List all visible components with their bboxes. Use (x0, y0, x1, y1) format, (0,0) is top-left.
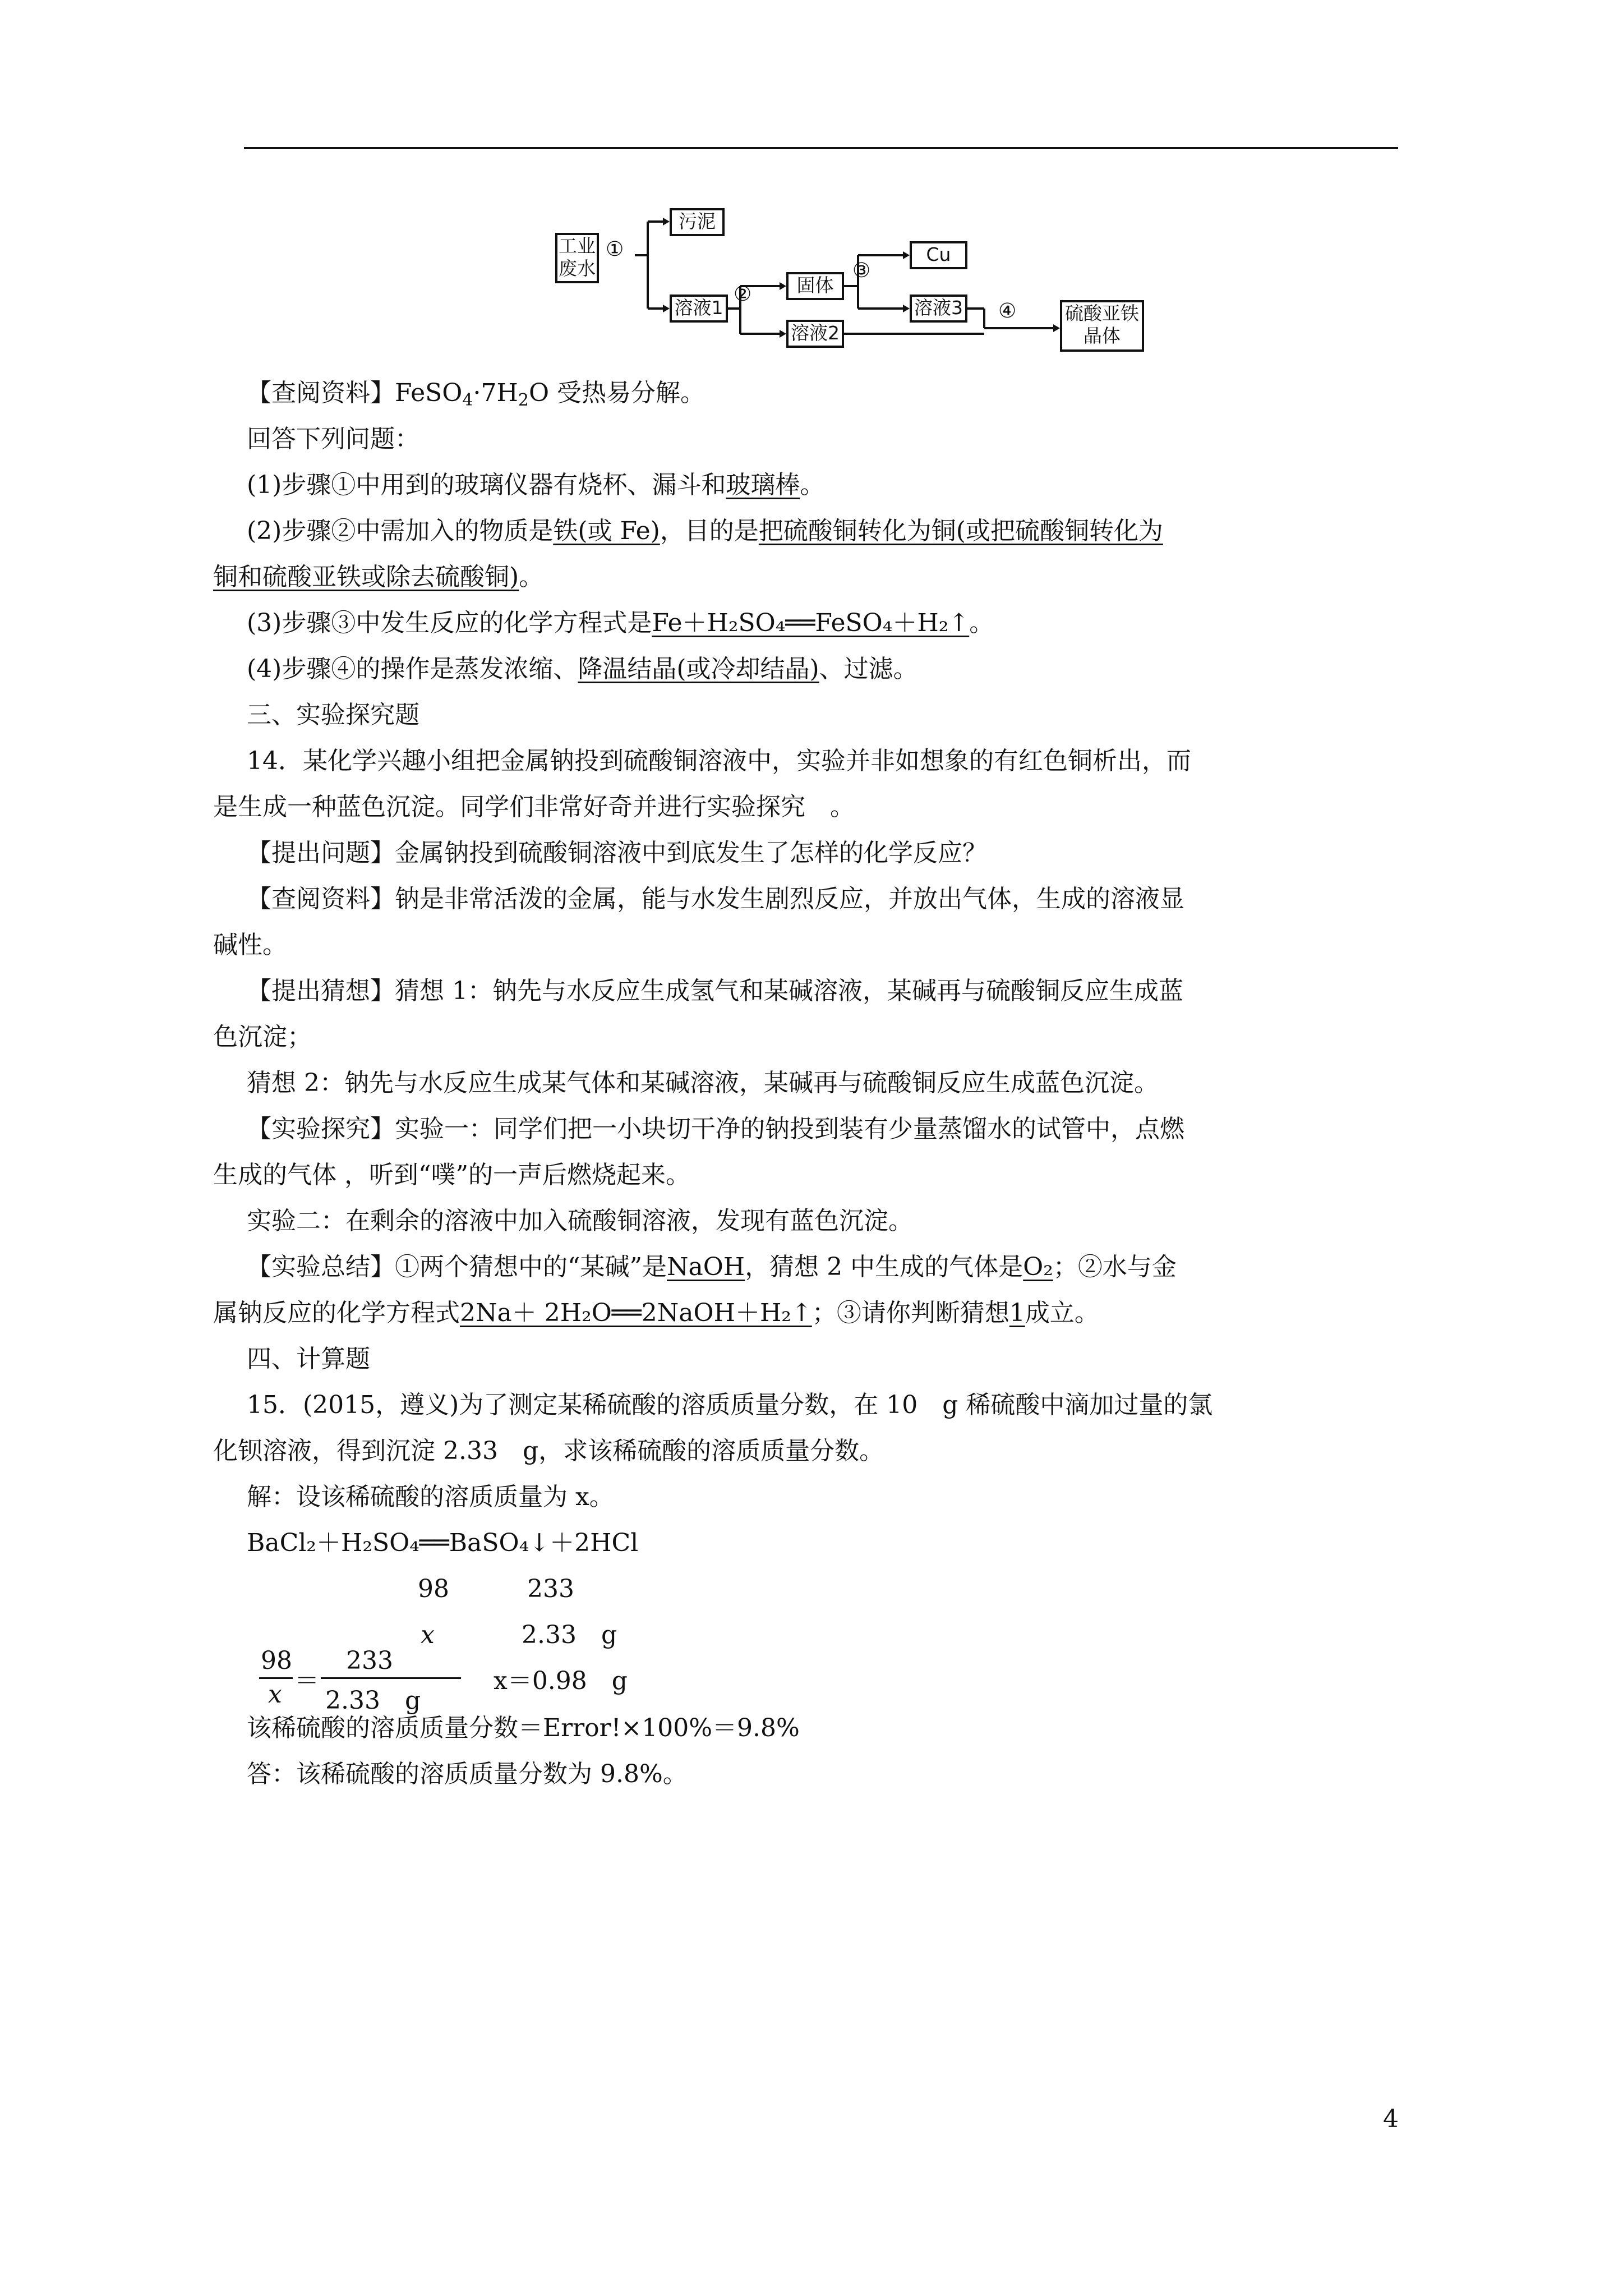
instruction: 回答下列问题： (247, 425, 419, 453)
q14-reference: 【查阅资料】钠是非常活泼的金属，能与水发生剧烈反应，并放出气体，生成的溶液显 (247, 885, 1184, 913)
answer-blank: 把硫酸铜转化为铜(或把硫酸铜转化为 (758, 517, 1163, 545)
q14-hypothesis: 【提出猜想】猜想 1：钠先与水反应生成氢气和某碱溶液，某碱再与硫酸铜反应生成蓝 (247, 977, 1183, 1005)
fraction-x-denominator: x (268, 1680, 282, 1709)
answer-blank: 2Na＋ 2H₂O══2NaOH＋H₂↑ (460, 1299, 812, 1327)
q13-part2: (2)步骤②中需加入的物质是铁(或 Fe)，目的是把硫酸铜转化为铜(或把硫酸铜转化为 (247, 517, 1163, 545)
q14-text: 14．某化学兴趣小组把金属钠投到硫酸铜溶液中，实验并非如想象的有红色铜析出，而 (247, 747, 1191, 775)
q14-hypothesis: 猜想 2：钠先与水反应生成某气体和某碱溶液，某碱再与硫酸铜反应生成蓝色沉淀。 (247, 1069, 1159, 1097)
q14-text: 是生成一种蓝色沉淀。同学们非常好奇并进行实验探究 。 (213, 793, 855, 821)
node-ferrous-sulfate-crystal: 硫酸亚铁 晶体 (1060, 300, 1144, 352)
node-solution-2: 溶液2 (786, 320, 844, 348)
q14-question: 【提出问题】金属钠投到硫酸铜溶液中到底发生了怎样的化学反应？ (247, 839, 987, 867)
result-x: x＝0.98 g (494, 1667, 628, 1695)
section-heading: 三、实验探究题 (247, 701, 419, 729)
page-number: 4 (1383, 2105, 1399, 2133)
node-sludge: 污泥 (670, 208, 725, 236)
q14-summary: 属钠反应的化学方程式2Na＋ 2H₂O══2NaOH＋H₂↑；③请你判断猜想1成立。 (213, 1299, 1099, 1327)
equals-sign: ＝ (294, 1667, 319, 1695)
q13-part2-cont: 铜和硫酸亚铁或除去硫酸铜)。 (213, 563, 544, 591)
q13-part4: (4)步骤④的操作是蒸发浓缩、降温结晶(或冷却结晶)、过滤。 (247, 655, 918, 683)
answer-blank: 铜和硫酸亚铁或除去硫酸铜) (213, 563, 519, 591)
reference-note: 【查阅资料】$FeSO_4\cdot 7H_2O$ 受热易分解。 (247, 379, 705, 410)
q14-hypothesis: 色沉淀； (213, 1023, 312, 1051)
step-3-label: ③ (852, 259, 871, 282)
q15-text: 15．(2015，遵义)为了测定某稀硫酸的溶质质量分数，在 10 g 稀硫酸中滴加过量的氯 (247, 1391, 1213, 1419)
q14-summary: 【实验总结】①两个猜想中的“某碱”是NaOH，猜想 2 中生成的气体是O₂；②水与金 (247, 1253, 1177, 1281)
ratio-233: 233 (527, 1575, 574, 1603)
answer-blank: NaOH (667, 1253, 745, 1281)
solution-line: 解：设该稀硫酸的溶质质量为 x。 (247, 1483, 614, 1511)
node-cu: Cu (910, 241, 967, 269)
answer-blank: 玻璃棒 (726, 471, 800, 499)
chemical-equation: BaCl₂＋H₂SO₄══BaSO₄↓＋2HCl (247, 1529, 639, 1557)
percentage-line: 该稀硫酸的溶质质量分数＝Error!×100%＝9.8% (247, 1714, 800, 1742)
step-1-label: ① (606, 238, 624, 261)
node-solution-3: 溶液3 (910, 295, 967, 323)
fraction-bar (321, 1677, 461, 1679)
q13-part3: (3)步骤③中发生反应的化学方程式是Fe＋H₂SO₄══FeSO₄＋H₂↑。 (247, 609, 994, 637)
q14-experiment: 生成的气体 ，听到“噗”的一声后燃烧起来。 (213, 1161, 690, 1189)
ratio-x: x (421, 1621, 435, 1649)
answer-blank: 降温结晶(或冷却结晶) (578, 655, 819, 683)
answer-blank: 铁(或 Fe) (553, 517, 660, 545)
fraction-233g-denominator: 2.33 g (325, 1686, 421, 1715)
answer-line: 答：该稀硫酸的溶质质量分数为 9.8%。 (247, 1760, 688, 1788)
section-heading: 四、计算题 (247, 1345, 370, 1373)
header-rule (244, 147, 1398, 149)
q13-part1: (1)步骤①中用到的玻璃仪器有烧杯、漏斗和玻璃棒。 (247, 471, 825, 499)
step-4-label: ④ (998, 300, 1017, 323)
answer-blank: Fe＋H₂SO₄══FeSO₄＋H₂↑ (652, 609, 970, 637)
fraction-98-numerator: 98 (261, 1646, 292, 1675)
q14-reference: 碱性。 (213, 931, 287, 959)
q15-text: 化钡溶液，得到沉淀 2.33 g，求该稀硫酸的溶质质量分数。 (213, 1437, 884, 1465)
process-flowchart (555, 199, 1150, 359)
q14-experiment: 【实验探究】实验一：同学们把一小块切干净的钠投到装有少量蒸馏水的试管中，点燃 (247, 1115, 1184, 1143)
ratio-98: 98 (418, 1575, 449, 1603)
answer-blank: O₂ (1023, 1253, 1053, 1281)
node-solution-1: 溶液1 (670, 295, 728, 323)
ratio-233g: 2.33 g (522, 1621, 617, 1649)
node-industrial-wastewater: 工业 废水 (555, 233, 599, 283)
answer-blank: 1 (1009, 1299, 1025, 1327)
q14-experiment: 实验二：在剩余的溶液中加入硫酸铜溶液，发现有蓝色沉淀。 (247, 1207, 913, 1235)
fraction-bar (259, 1677, 293, 1679)
fraction-233-numerator: 233 (346, 1646, 393, 1675)
node-solid: 固体 (786, 272, 844, 300)
step-2-label: ② (734, 283, 752, 306)
